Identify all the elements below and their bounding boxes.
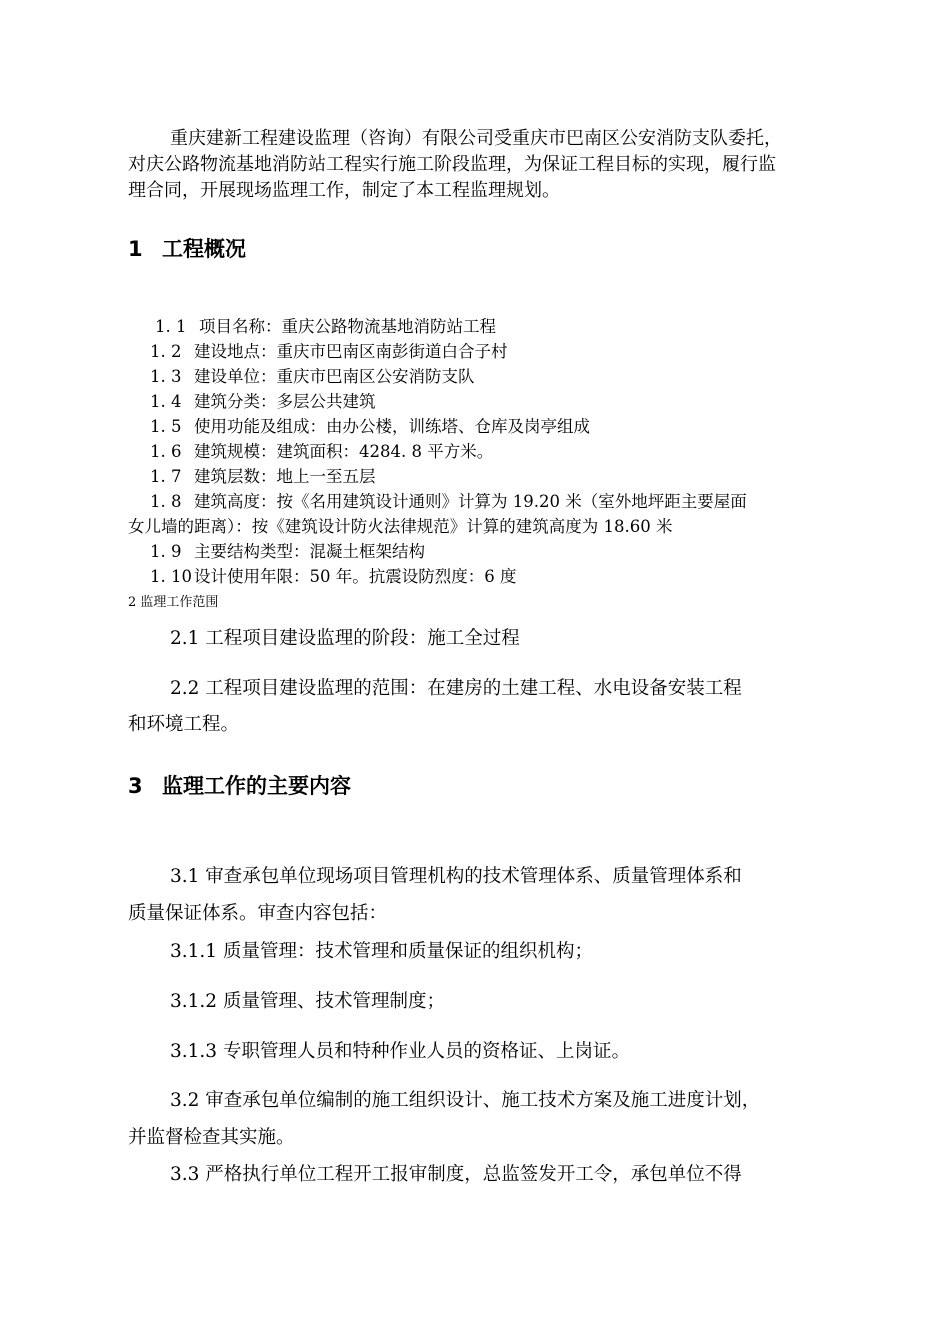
section-1-title: 工程概况: [162, 237, 246, 261]
list-item: 1. 6 建筑规模：建筑面积：4284. 8 平方米。: [150, 442, 494, 461]
section-3-title: 监理工作的主要内容: [162, 774, 351, 798]
section-3-1-3: 3.1.3 专职管理人员和特种作业人员的资格证、上岗证。: [170, 1041, 630, 1062]
section-3-2-line-1: 3.2 审查承包单位编制的施工组织设计、施工技术方案及施工进度计划，: [170, 1090, 761, 1111]
section-2-2-line-2: 和环境工程。: [128, 714, 240, 735]
intro-line-1: 重庆建新工程建设监理（咨询）有限公司受重庆市巴南区公安消防支队委托，: [170, 128, 782, 149]
section-2-1: 2.1 工程项目建设监理的阶段：施工全过程: [170, 628, 520, 649]
section-3-number: 3: [128, 774, 143, 798]
section-2-heading: 2 监理工作范围: [128, 595, 219, 610]
section-3-2-line-2: 并监督检查其实施。: [128, 1127, 295, 1148]
list-item: 1. 1 项目名称：重庆公路物流基地消防站工程: [155, 317, 496, 336]
list-item: 1. 9 主要结构类型：混凝土框架结构: [150, 542, 425, 561]
list-item: 1. 7 建筑层数：地上一至五层: [150, 467, 376, 486]
list-item: 1. 10 设计使用年限：50 年。抗震设防烈度：6 度: [150, 567, 517, 586]
list-item: 1. 5 使用功能及组成：由办公楼，训练塔、仓库及岗亭组成: [150, 417, 590, 436]
section-2-2-line-1: 2.2 工程项目建设监理的范围：在建房的土建工程、水电设备安装工程: [170, 678, 742, 699]
section-3-1-line-1: 3.1 审查承包单位现场项目管理机构的技术管理体系、质量管理体系和: [170, 866, 742, 887]
intro-line-3: 理合同，开展现场监理工作，制定了本工程监理规划。: [128, 180, 560, 201]
section-1-number: 1: [128, 237, 143, 261]
section-1-heading: [128, 233, 246, 263]
section-3-3-line-1: 3.3 严格执行单位工程开工报审制度，总监签发开工令，承包单位不得: [170, 1164, 742, 1185]
section-3-1-2: 3.1.2 质量管理、技术管理制度；: [170, 991, 445, 1012]
section-3-1-line-2: 质量保证体系。审查内容包括：: [128, 903, 388, 924]
list-item: 1. 2 建设地点：重庆市巴南区南彭街道白合子村: [150, 342, 508, 361]
intro-line-2: 对庆公路物流基地消防站工程实行施工阶段监理，为保证工程目标的实现，履行监: [128, 154, 776, 175]
list-item: 1. 8 建筑高度：按《名用建筑设计通则》计算为 19.20 米（室外地坪距主要屋面: [150, 492, 747, 511]
list-item: 1. 3 建设单位：重庆市巴南区公安消防支队: [150, 367, 475, 386]
section-3-1-1: 3.1.1 质量管理：技术管理和质量保证的组织机构；: [170, 941, 593, 962]
section-3-heading: [128, 770, 351, 800]
list-item: 女儿墙的距离）：按《建筑设计防火法律规范》计算的建筑高度为 18.60 米: [128, 517, 673, 536]
list-item: 1. 4 建筑分类：多层公共建筑: [150, 392, 376, 411]
